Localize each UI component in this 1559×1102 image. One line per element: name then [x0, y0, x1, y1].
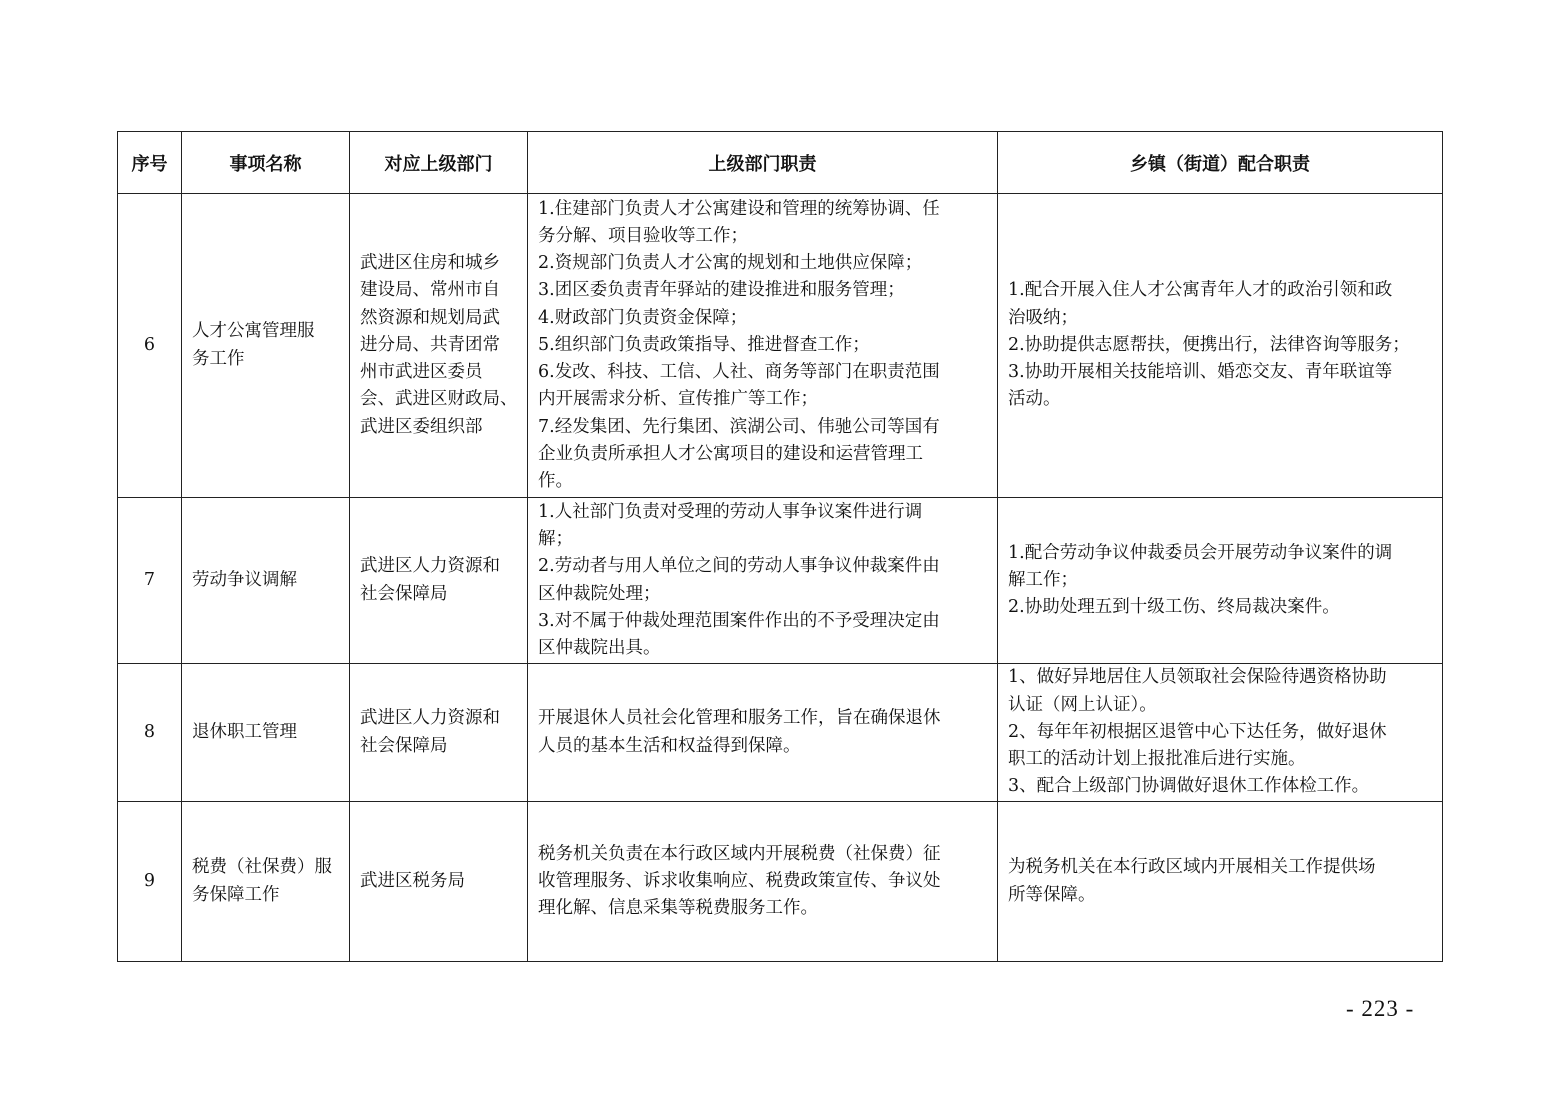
- header-superior-duty: 上级部门职责: [528, 132, 998, 194]
- cell-text-line: 2.协助提供志愿帮扶，便携出行，法律咨询等服务；: [1008, 334, 1410, 355]
- cell-text-line: 劳动争议调解: [192, 569, 297, 590]
- row-superior-dept: [350, 802, 528, 962]
- cell-text-line: 武进区人力资源和: [360, 708, 500, 729]
- cell-text-line: 解；: [538, 529, 573, 550]
- cell-text-line: 税务机关负责在本行政区域内开展税费（社保费）征: [538, 843, 941, 864]
- cell-text-line: 1.配合开展入住人才公寓青年人才的政治引领和政: [1008, 280, 1393, 301]
- cell-text-line: 武进区委组织部: [360, 416, 483, 437]
- cell-text-line: 收管理服务、诉求收集响应、税费政策宣传、争议处: [538, 870, 941, 891]
- cell-text-line: 退休职工管理: [192, 721, 297, 742]
- cell-text-line: 州市武进区委员: [360, 362, 483, 383]
- cell-text-line: 理化解、信息采集等税费服务工作。: [538, 898, 818, 919]
- header-superior-dept: 对应上级部门: [350, 132, 528, 194]
- row-town-coop-duty: [998, 802, 1443, 962]
- table-body: [118, 194, 1443, 962]
- row-seq: 6: [118, 194, 182, 498]
- cell-text-line: 7.经发集团、先行集团、滨湖公司、伟驰公司等国有: [538, 416, 940, 437]
- cell-text-line: 人才公寓管理服: [192, 321, 315, 342]
- cell-text-line: 务工作: [192, 348, 245, 369]
- cell-text-line: 为税务机关在本行政区域内开展相关工作提供场: [1008, 857, 1376, 878]
- cell-text-line: 企业负责所承担人才公寓项目的建设和运营管理工: [538, 443, 923, 464]
- row-town-coop-duty: [998, 194, 1443, 498]
- cell-text-line: 2.劳动者与用人单位之间的劳动人事争议仲裁案件由: [538, 556, 940, 577]
- row-town-coop-duty: [998, 664, 1443, 802]
- cell-text-line: 会、武进区财政局、: [360, 389, 518, 410]
- cell-text-line: 4.财政部门负责资金保障；: [538, 307, 748, 328]
- cell-text-line: 武进区人力资源和: [360, 556, 500, 577]
- row-item-name: [182, 664, 350, 802]
- page-number: - 223 -: [1346, 996, 1415, 1021]
- cell-text-line: 职工的活动计划上报批准后进行实施。: [1008, 749, 1306, 770]
- cell-text-line: 3、配合上级部门协调做好退休工作体检工作。: [1008, 776, 1370, 797]
- table-row: [118, 194, 1443, 498]
- cell-text-line: 进分局、共青团常: [360, 334, 500, 355]
- row-town-coop-duty: [998, 498, 1443, 664]
- row-superior-dept: [350, 498, 528, 664]
- header-seq: 序号: [118, 132, 182, 194]
- row-superior-duty: [528, 498, 998, 664]
- row-superior-duty: [528, 664, 998, 802]
- cell-text-line: 区仲裁院处理；: [538, 583, 661, 604]
- cell-text-line: 2.资规部门负责人才公寓的规划和土地供应保障；: [538, 253, 923, 274]
- table-row: [118, 498, 1443, 664]
- cell-text-line: 1.住建部门负责人才公寓建设和管理的统筹协调、任: [538, 198, 940, 219]
- cell-text-line: 1.人社部门负责对受理的劳动人事争议案件进行调: [538, 501, 923, 522]
- cell-text-line: 税费（社保费）服: [192, 857, 332, 878]
- responsibility-table: [117, 131, 1443, 962]
- cell-text-line: 3.对不属于仲裁处理范围案件作出的不予受理决定由: [538, 610, 940, 631]
- cell-text-line: 内开展需求分析、宣传推广等工作；: [538, 389, 818, 410]
- cell-text-line: 解工作；: [1008, 569, 1078, 590]
- row-item-name: [182, 194, 350, 498]
- cell-text-line: 务保障工作: [192, 884, 280, 905]
- cell-text-line: 认证（网上认证）。: [1008, 694, 1157, 715]
- cell-text-line: 开展退休人员社会化管理和服务工作，旨在确保退休: [538, 708, 941, 729]
- row-seq: 8: [118, 664, 182, 802]
- cell-text-line: 治吸纳；: [1008, 307, 1078, 328]
- header-item-name: 事项名称: [182, 132, 350, 194]
- row-item-name: [182, 498, 350, 664]
- cell-text-line: 武进区住房和城乡: [360, 253, 500, 274]
- row-superior-dept: [350, 664, 528, 802]
- cell-text-line: 6.发改、科技、工信、人社、商务等部门在职责范围: [538, 362, 940, 383]
- row-item-name: [182, 802, 350, 962]
- table-row: [118, 664, 1443, 802]
- row-superior-dept: [350, 194, 528, 498]
- cell-text-line: 武进区税务局: [360, 870, 465, 891]
- cell-text-line: 2、每年年初根据区退管中心下达任务，做好退休: [1008, 721, 1387, 742]
- cell-text-line: 2.协助处理五到十级工伤、终局裁决案件。: [1008, 597, 1340, 618]
- cell-text-line: 1.配合劳动争议仲裁委员会开展劳动争议案件的调: [1008, 542, 1393, 563]
- cell-text-line: 社会保障局: [360, 583, 448, 604]
- cell-text-line: 3.团区委负责青年驿站的建设推进和服务管理；: [538, 280, 905, 301]
- cell-text-line: 人员的基本生活和权益得到保障。: [538, 735, 801, 756]
- row-seq: 9: [118, 802, 182, 962]
- row-superior-duty: [528, 194, 998, 498]
- cell-text-line: 务分解、项目验收等工作；: [538, 226, 748, 247]
- cell-text-line: 作。: [538, 470, 573, 491]
- row-superior-duty: [528, 802, 998, 962]
- table-row: [118, 802, 1443, 962]
- row-seq: 7: [118, 498, 182, 664]
- cell-text-line: 5.组织部门负责政策指导、推进督查工作；: [538, 334, 870, 355]
- header-town-coop-duty: 乡镇（街道）配合职责: [998, 132, 1443, 194]
- cell-text-line: 活动。: [1008, 389, 1061, 410]
- cell-text-line: 然资源和规划局武: [360, 307, 500, 328]
- cell-text-line: 3.协助开展相关技能培训、婚恋交友、青年联谊等: [1008, 362, 1393, 383]
- table-header-row: [118, 132, 1443, 194]
- cell-text-line: 所等保障。: [1008, 884, 1096, 905]
- cell-text-line: 社会保障局: [360, 735, 448, 756]
- cell-text-line: 区仲裁院出具。: [538, 637, 661, 658]
- cell-text-line: 建设局、常州市自: [360, 280, 500, 301]
- cell-text-line: 1、做好异地居住人员领取社会保险待遇资格协助: [1008, 667, 1387, 688]
